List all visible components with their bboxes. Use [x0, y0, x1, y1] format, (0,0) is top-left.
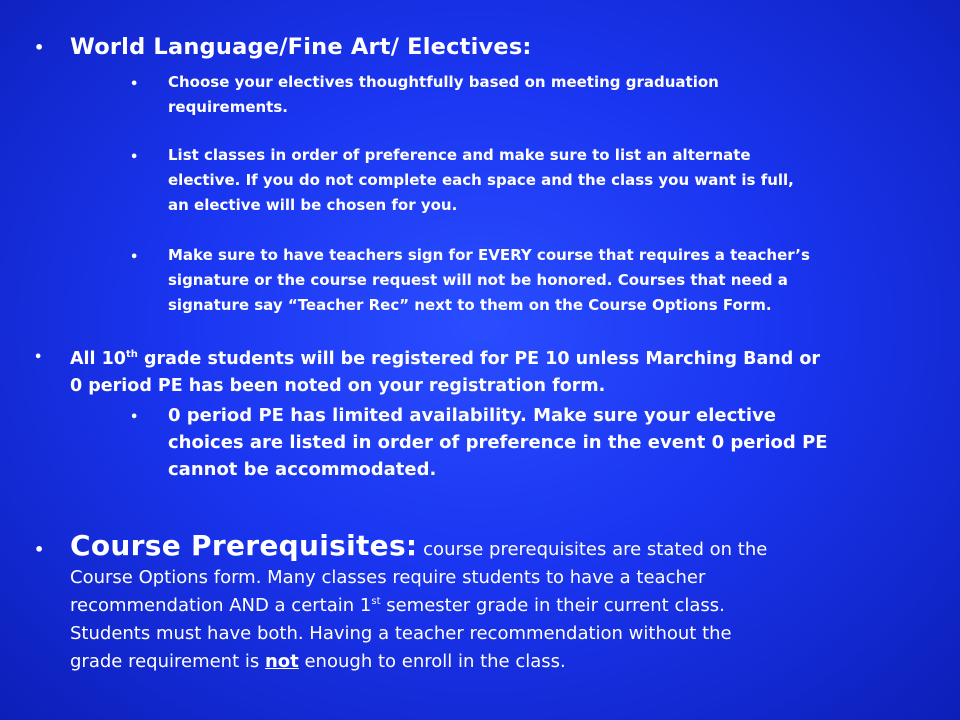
- bullet-dot: •: [34, 350, 43, 365]
- prereq-heading: Course Prerequisites:: [70, 529, 418, 562]
- elective-item-3: Make sure to have teachers sign for EVERY course that requires a teacher’s signature or the course request will not be honored. Courses that need a signature say “Teacher Rec” next to them on the Course Options Form.: [168, 246, 810, 314]
- section-heading: World Language/Fine Art/ Electives:: [70, 34, 532, 60]
- pe-note: All 10th grade students will be registered for PE 10 unless Marching Band or 0 period PE has been noted on your registration form.: [70, 349, 820, 396]
- course-prerequisites: Course Prerequisites: course prerequisites are stated on the Course Options form. Many classes require students to have a teacher recommendation AND a certain 1st semester grade in their current class. Students must have both. Having a teacher recommendation without the grade requirement is not enough to enroll in the class.: [70, 529, 768, 672]
- bullet-dot: •: [130, 77, 139, 92]
- pe-sub-note: 0 period PE has limited availability. Make sure your elective choices are listed in order of preference in the event 0 period PE cannot be accommodated.: [168, 405, 828, 480]
- bullet-dot: •: [34, 540, 45, 559]
- bullet-dot: •: [130, 250, 139, 265]
- bullet-dot: •: [130, 150, 139, 165]
- elective-item-2: List classes in order of preference and make sure to list an alternate elective. If you do not complete each space and the class you want is full, an elective will be chosen for you.: [168, 146, 794, 214]
- bullet-dot: •: [130, 410, 139, 425]
- emphasis-not: not: [264, 651, 299, 672]
- bullet-dot: •: [34, 38, 45, 57]
- elective-item-1: Choose your electives thoughtfully based on meeting graduation requirements.: [168, 73, 719, 116]
